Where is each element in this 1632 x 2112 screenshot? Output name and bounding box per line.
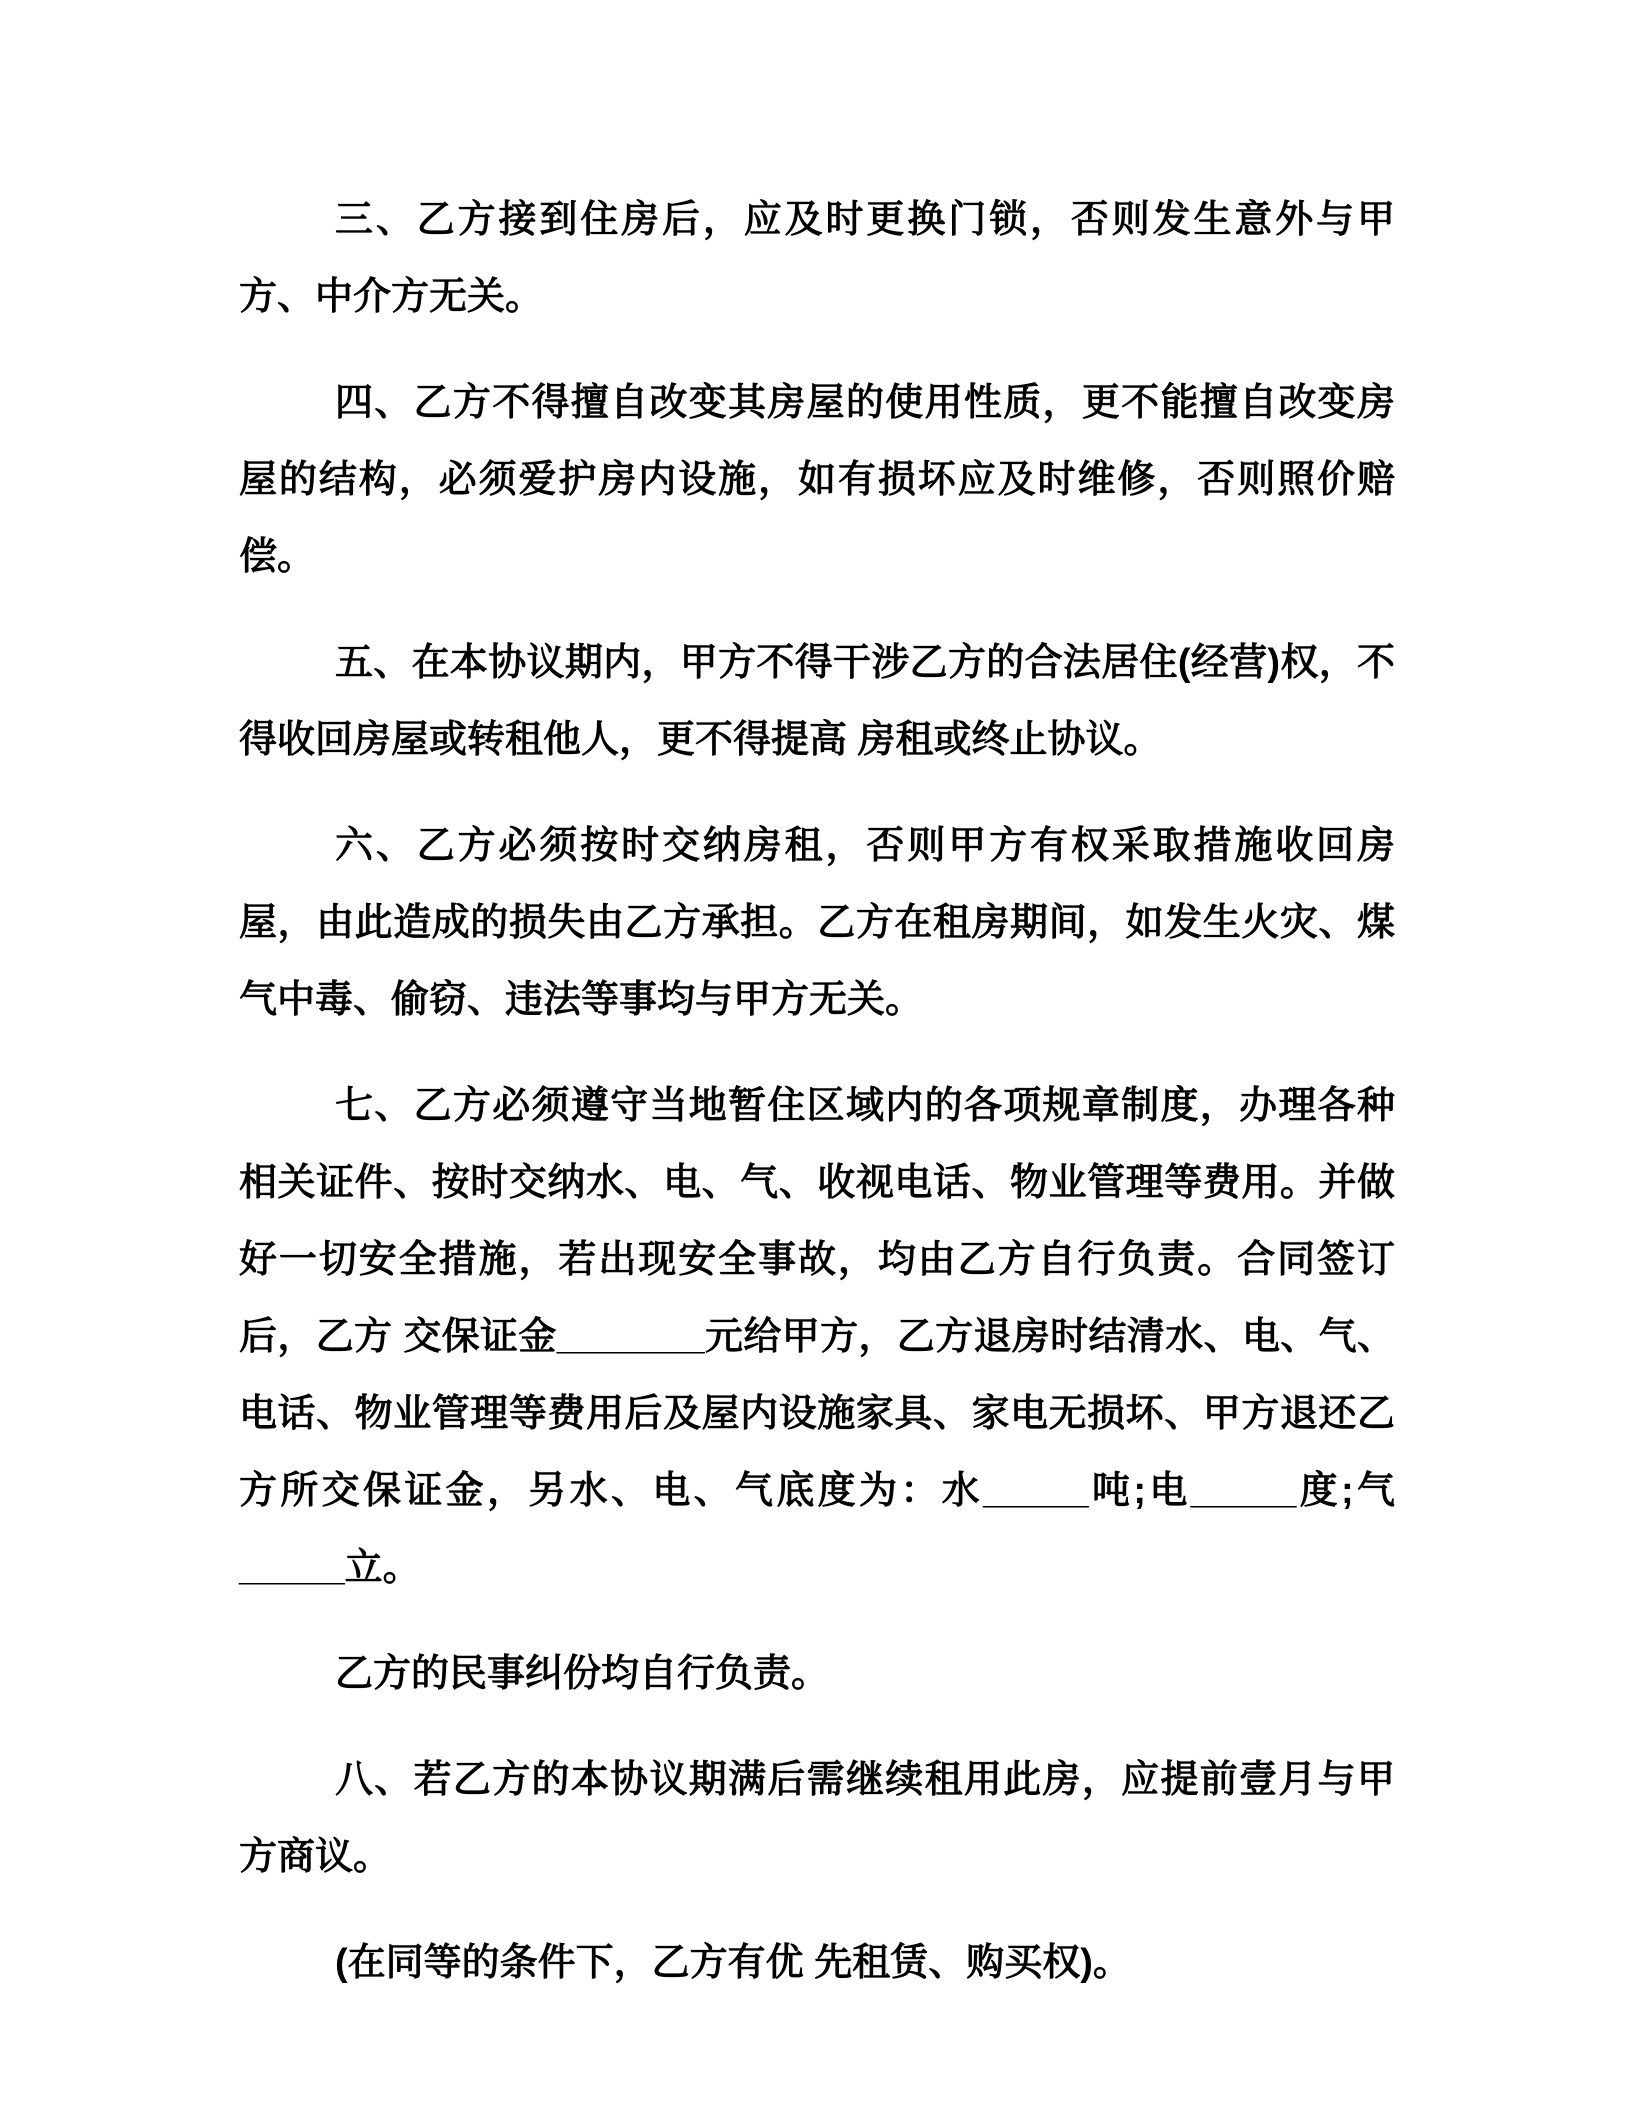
clause-civil-disputes: 乙方的民事纠份均自行负责。 <box>335 1653 830 1695</box>
clause-4: 四、乙方不得擅自改变其房屋的使用性质，更不能擅自改变房屋的结构，必须爱护房内设施，如有损坏应及时维修，否则照价赔偿。 <box>239 382 1395 578</box>
clause-3: 三、乙方接到住房后，应及时更换门锁，否则发生意外与甲方、中介方无关。 <box>239 199 1395 318</box>
clause-5: 五、在本协议期内，甲方不得干涉乙方的合法居住(经营)权，不得收回房屋或转租他人，更不得提高 房租或终止协议。 <box>239 642 1395 761</box>
clause-priority-note: (在同等的条件下，乙方有优 先租赁、购买权)。 <box>335 1942 1131 1984</box>
clause-7: 七、乙方必须遵守当地暂住区域内的各项规章制度，办理各种相关证件、按时交纳水、电、气、收视电话、物业管理等费用。并做好一切安全措施，若出现安全事故，均由乙方自行负责。合同签订后，乙方 交保证金_______元给甲方，乙方退房时结清水、电、气、电话、物业管理等费用后及屋内设施家具、家电无损坏、甲方退还乙方所交保证金，另水、电、气底度为：水_____吨;电_____度;气_____立。 <box>239 1085 1395 1589</box>
clause-8: 八、若乙方的本协议期满后需继续租用此房，应提前壹月与甲方商议。 <box>239 1759 1395 1878</box>
clause-6: 六、乙方必须按时交纳房租，否则甲方有权采取措施收回房屋，由此造成的损失由乙方承担。乙方在租房期间，如发生火灾、煤气中毒、偷窃、违法等事均与甲方无关。 <box>239 825 1395 1021</box>
